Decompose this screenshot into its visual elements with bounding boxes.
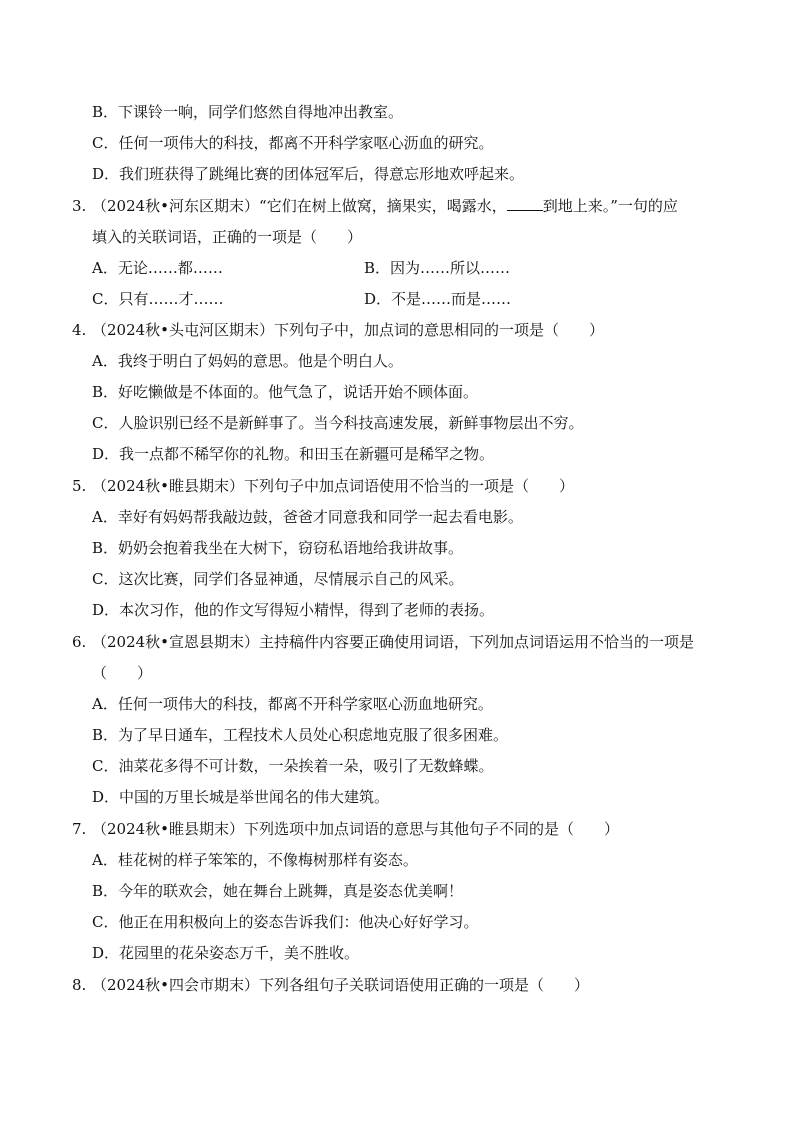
q5-option-d: D．本次习作，他的作文写得短小精悍，得到了老师的表扬。 <box>92 601 495 619</box>
q3-option-d: D．不是……而是…… <box>364 290 512 308</box>
q3-options-row-2 <box>92 289 692 309</box>
q2-option-b: B．下课铃一响，同学们悠然自得地冲出教室。 <box>92 103 404 121</box>
q6-option-a: A．任何一项伟大的科技，都离不开科学家呕心沥血地研究。 <box>92 695 493 713</box>
q4-option-a: A．我终于明白了妈妈的意思。他是个明白人。 <box>92 352 403 370</box>
q7-stem <box>72 819 619 839</box>
q5-stem-text: （2024秋•睢县期末）下列句子中加点词语使用不恰当的一项是（ ） <box>92 477 575 495</box>
q3-stem-part-a: （2024秋•河东区期末）“它们在树上做窝，摘果实，喝露水， <box>92 197 507 215</box>
q3-stem-continuation: 填入的关联词语，正确的一项是（ ） <box>92 228 363 246</box>
q6-stem <box>72 632 694 652</box>
q3-fill-blank <box>507 196 543 211</box>
q2-option-d: D．我们班获得了跳绳比赛的团体冠军后，得意忘形地欢呼起来。 <box>92 165 525 183</box>
q7-option-a: A．桂花树的样子笨笨的，不像梅树那样有姿态。 <box>92 851 418 869</box>
q6-option-c: C．油菜花多得不可计数，一朵挨着一朵，吸引了无数蜂蝶。 <box>92 757 494 775</box>
q4-number: 4. <box>72 321 87 339</box>
q3-number: 3. <box>72 197 87 215</box>
q7-option-b: B．今年的联欢会，她在舞台上跳舞，真是姿态优美啊！ <box>92 882 464 900</box>
q5-option-c: C．这次比赛，同学们各显神通，尽情展示自己的风采。 <box>92 570 464 588</box>
q3-stem-part-b: 到地上来。”一句的应 <box>542 197 678 215</box>
q5-number: 5. <box>72 477 87 495</box>
q8-number: 8. <box>72 976 87 994</box>
q7-option-c: C．他正在用积极向上的姿态告诉我们：他决心好好学习。 <box>92 913 479 931</box>
q8-stem <box>72 975 589 995</box>
q5-stem <box>72 476 574 496</box>
q7-stem-text: （2024秋•睢县期末）下列选项中加点词语的意思与其他句子不同的是（ ） <box>92 820 620 838</box>
q3-option-c: C．只有……才…… <box>92 290 224 308</box>
q6-stem-continuation: （ ） <box>92 664 153 682</box>
q2-option-c: C．任何一项伟大的科技，都离不开科学家呕心沥血的研究。 <box>92 134 494 152</box>
q3-options-row-1 <box>92 258 692 278</box>
q4-stem-text: （2024秋•头屯河区期末）下列句子中，加点词的意思相同的一项是（ ） <box>92 321 605 339</box>
q4-option-b: B．好吃懒做是不体面的。他气急了，说话开始不顾体面。 <box>92 383 479 401</box>
q6-stem-text: （2024秋•宣恩县期末）主持稿件内容要正确使用词语，下列加点词语运用不恰当的一项是 <box>92 633 695 651</box>
q5-option-a: A．幸好有妈妈帮我敲边鼓，爸爸才同意我和同学一起去看电影。 <box>92 508 523 526</box>
q6-option-b: B．为了早日通车，工程技术人员处心积虑地克服了很多困难。 <box>92 726 509 744</box>
q8-stem-text: （2024秋•四会市期末）下列各组句子关联词语使用正确的一项是（ ） <box>92 976 590 994</box>
q7-option-d: D．花园里的花朵姿态万千，美不胜收。 <box>92 944 360 962</box>
q3-option-b: B．因为……所以…… <box>364 259 511 277</box>
q3-option-a: A．无论……都…… <box>92 259 223 277</box>
q7-number: 7. <box>72 820 87 838</box>
q4-stem <box>72 320 604 340</box>
q4-option-c: C．人脸识别已经不是新鲜事了。当今科技高速发展，新鲜事物层出不穷。 <box>92 414 584 432</box>
q3-stem <box>72 196 678 216</box>
q6-number: 6. <box>72 633 87 651</box>
q4-option-d: D．我一点都不稀罕你的礼物。和田玉在新疆可是稀罕之物。 <box>92 445 495 463</box>
q5-option-b: B．奶奶会抱着我坐在大树下，窃窃私语地给我讲故事。 <box>92 539 464 557</box>
q6-option-d: D．中国的万里长城是举世闻名的伟大建筑。 <box>92 788 390 806</box>
